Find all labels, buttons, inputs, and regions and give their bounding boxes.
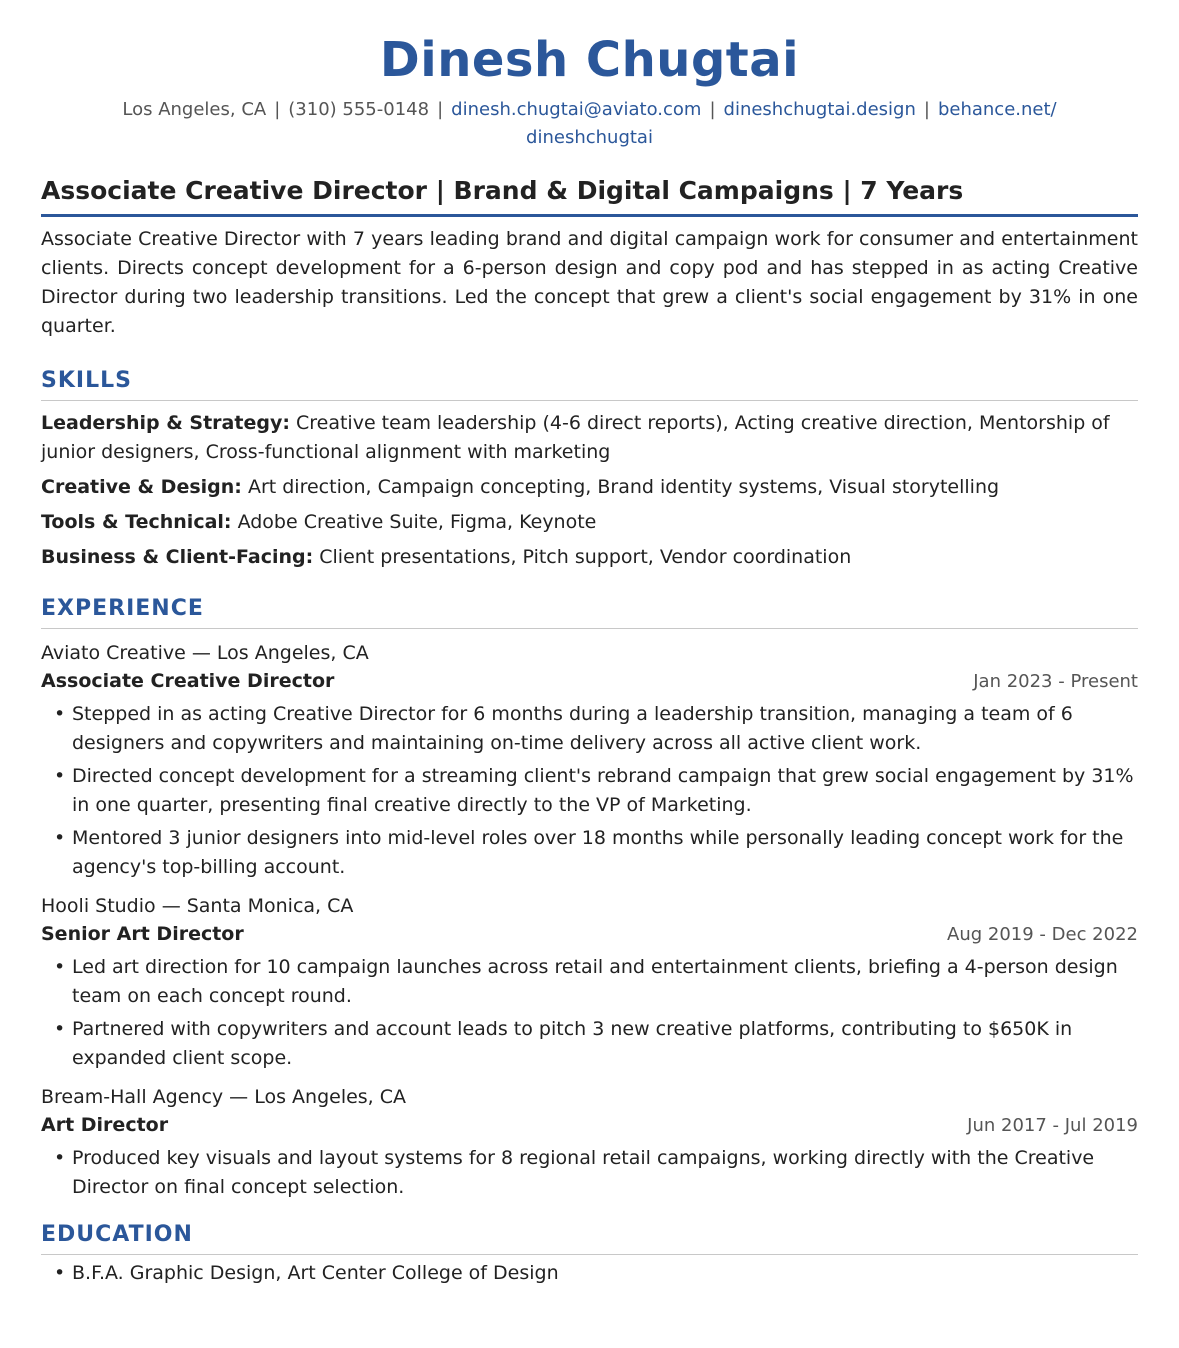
bullet-text: Directed concept development for a streaming client's rebrand campaign that grew social engagement by 31% in one quarter, presenting final creative directly to the VP of Marketing. (72, 765, 1134, 816)
job-company: Hooli Studio — Santa Monica, CA (41, 895, 354, 917)
experience-heading: EXPERIENCE (41, 594, 1138, 629)
email-link[interactable]: dinesh.chugtai@aviato.com (451, 99, 702, 120)
list-item (41, 1144, 1138, 1202)
skill-label: Creative & Design: (41, 476, 242, 498)
contact-separator: | (709, 99, 716, 120)
bullet-icon: • (54, 1147, 66, 1169)
bullet-text: Partnered with copywriters and account leads to pitch 3 new creative platforms, contributing to $650K in expanded client scope. (72, 1018, 1073, 1069)
job-title-line (41, 920, 1138, 949)
candidate-name: Dinesh Chugtai (379, 32, 800, 88)
contact-separator: | (923, 99, 930, 120)
job-title-line (41, 1111, 1138, 1140)
job-role: Senior Art Director (41, 923, 244, 945)
bullet-text: Produced key visuals and layout systems for 8 regional retail campaigns, working directly with the Creative Director on final concept selection. (72, 1147, 1095, 1198)
job-company: Aviato Creative — Los Angeles, CA (41, 642, 369, 664)
bullet-text: Stepped in as acting Creative Director for 6 months during a leadership transition, managing a team of 6 designers and copywriters and maintaining on-time delivery across all active client work. (72, 703, 1073, 754)
bullet-icon: • (54, 1018, 66, 1040)
job-role: Art Director (41, 1114, 169, 1136)
job-company: Bream-Hall Agency — Los Angeles, CA (41, 1086, 407, 1108)
list-item (41, 700, 1138, 758)
contact-line (41, 96, 1138, 152)
list-item (41, 953, 1138, 1011)
job-entry (41, 892, 1138, 1073)
skill-label: Business & Client-Facing: (41, 546, 314, 568)
contact-separator: | (437, 99, 444, 120)
portfolio-link-part2: dineshchugtai (526, 127, 653, 148)
education-text: B.F.A. Graphic Design, Art Center College of Design (72, 1262, 559, 1284)
job-dates: Jun 2017 - Jul 2019 (967, 1115, 1138, 1136)
list-item (41, 1259, 1138, 1288)
bullet-text: Mentored 3 junior designers into mid-level roles over 18 months while personally leading concept work for the agency's top-billing account. (72, 827, 1124, 878)
skill-label: Tools & Technical: (41, 511, 232, 533)
bullet-icon: • (54, 827, 66, 849)
list-item (41, 824, 1138, 882)
skills-heading: SKILLS (41, 366, 1138, 401)
professional-headline: Associate Creative Director | Brand & Digital Campaigns | 7 Years (41, 174, 1138, 217)
skill-row (41, 508, 1138, 537)
skill-row (41, 473, 1138, 502)
skill-label: Leadership & Strategy: (41, 412, 290, 434)
bullet-icon: • (54, 1262, 66, 1284)
list-item (41, 762, 1138, 820)
job-entry (41, 1083, 1138, 1202)
job-entry (41, 639, 1138, 882)
bullet-icon: • (54, 703, 66, 725)
education-heading: EDUCATION (41, 1220, 1138, 1255)
job-bullets (41, 953, 1138, 1073)
website-link[interactable]: dineshchugtai.design (723, 99, 916, 120)
phone-text: (310) 555-0148 (288, 99, 430, 120)
job-bullets (41, 700, 1138, 882)
contact-separator: | (274, 99, 281, 120)
skill-value: Adobe Creative Suite, Figma, Keynote (237, 511, 597, 533)
skill-row (41, 409, 1138, 467)
skill-value: Creative team leadership (4-6 direct reports), Acting creative direction, Mentorship of junior designers, Cross-functional alignment with marketing (41, 412, 1110, 463)
list-item (41, 1015, 1138, 1073)
bullet-icon: • (54, 765, 66, 787)
bullet-icon: • (54, 956, 66, 978)
job-dates: Aug 2019 - Dec 2022 (947, 924, 1138, 945)
portfolio-link-part1: behance.net/ (937, 99, 1057, 120)
job-role: Associate Creative Director (41, 670, 335, 692)
location-text: Los Angeles, CA (122, 99, 267, 120)
skill-value: Client presentations, Pitch support, Vendor coordination (319, 546, 852, 568)
skill-value: Art direction, Campaign concepting, Brand identity systems, Visual storytelling (247, 476, 1000, 498)
job-dates: Jan 2023 - Present (973, 671, 1138, 692)
skill-row (41, 543, 1138, 572)
education-list (41, 1259, 1138, 1288)
bullet-text: Led art direction for 10 campaign launches across retail and entertainment clients, briefing a 4-person design team on each concept round. (72, 956, 1118, 1007)
job-bullets (41, 1144, 1138, 1202)
job-title-line (41, 667, 1138, 696)
summary-paragraph: Associate Creative Director with 7 years leading brand and digital campaign work for consumer and entertainment clients. Directs concept development for a 6-person design and copy pod and has stepped in as acting Creative Director during two leadership transitions. Led the concept that grew a client's social engagement by 31% in one quarter. (41, 228, 1138, 337)
skills-list (41, 409, 1138, 572)
